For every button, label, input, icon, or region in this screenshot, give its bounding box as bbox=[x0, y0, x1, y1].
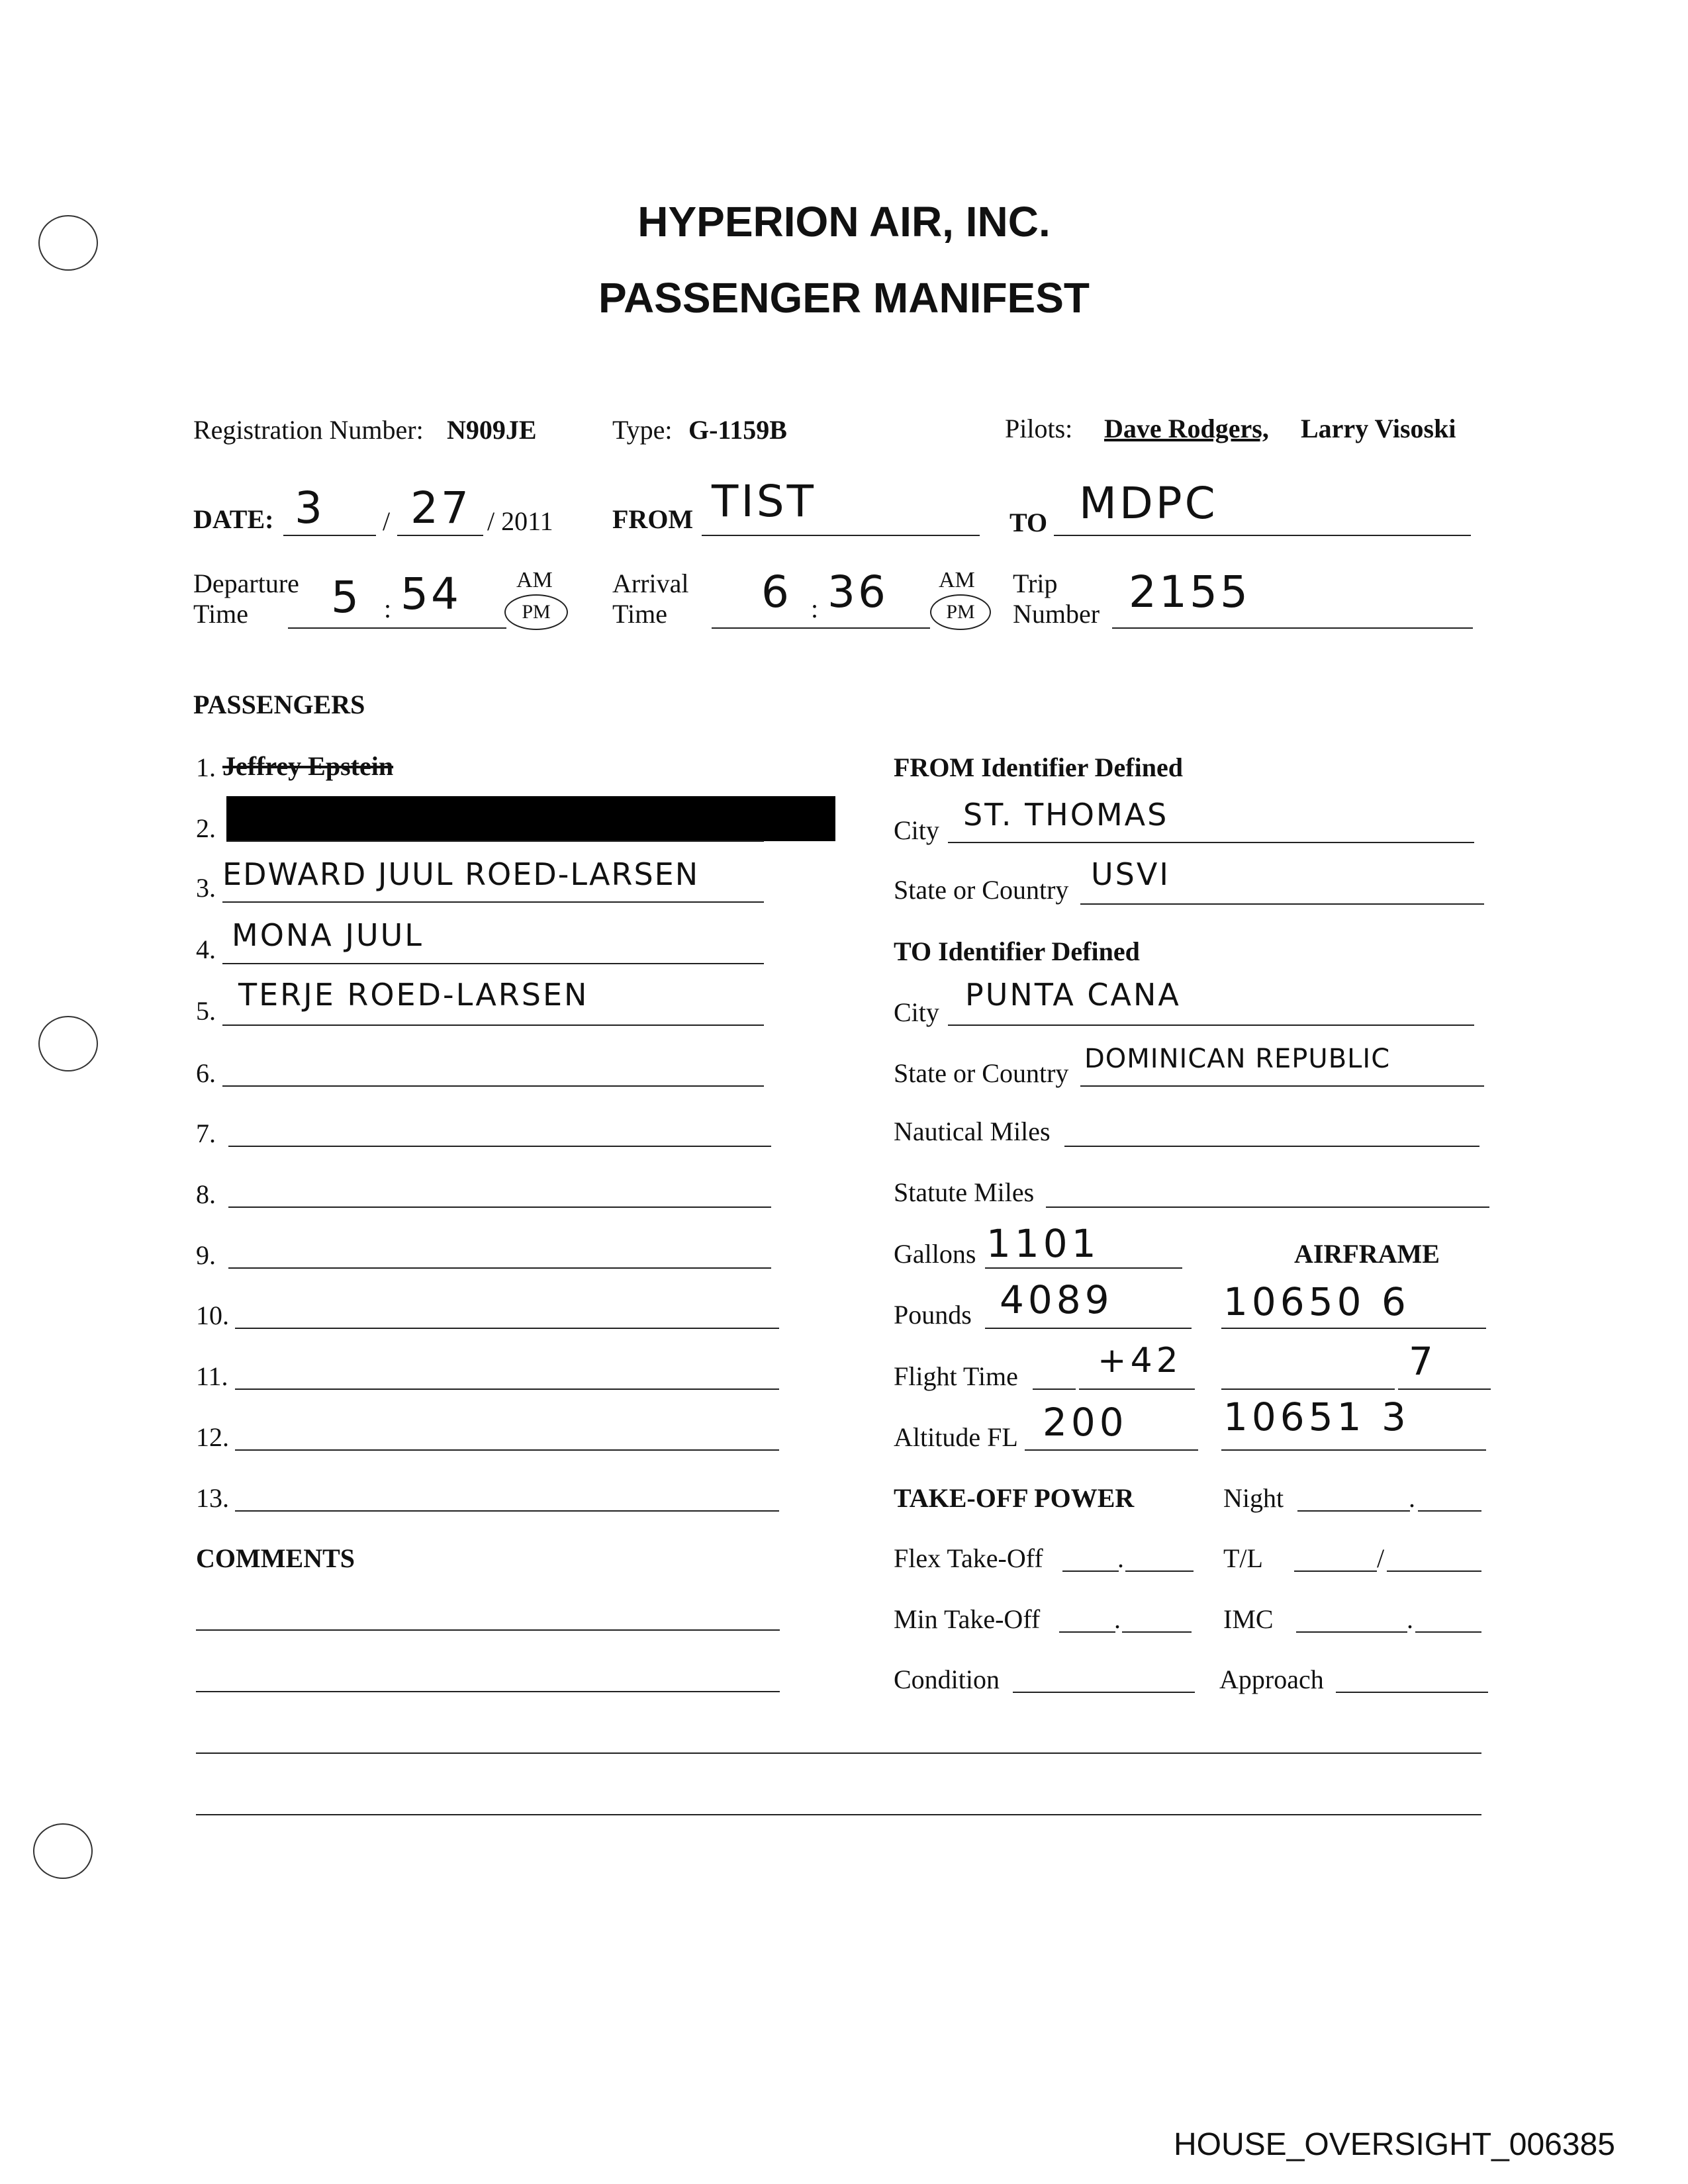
type-label: Type: bbox=[612, 415, 673, 445]
passenger-3-line bbox=[222, 901, 764, 903]
passenger-1-number: 1. bbox=[196, 752, 216, 782]
comments-line-2 bbox=[196, 1691, 780, 1692]
to-state-line bbox=[1080, 1085, 1484, 1087]
passenger-10-line bbox=[235, 1328, 779, 1329]
bates-number: HOUSE_OVERSIGHT_006385 bbox=[1174, 2127, 1615, 2162]
flight-time-line-b bbox=[1079, 1388, 1195, 1390]
from-value: TIST bbox=[712, 476, 816, 527]
departure-minutes: 54 bbox=[400, 569, 461, 619]
airframe-added-line-b bbox=[1398, 1388, 1491, 1390]
date-year: / 2011 bbox=[487, 506, 553, 536]
airframe-added-value: 7 bbox=[1409, 1339, 1437, 1384]
comments-line-4 bbox=[196, 1814, 1481, 1815]
flight-time-value: +42 bbox=[1098, 1341, 1182, 1381]
from-state-label: State or Country bbox=[894, 875, 1069, 905]
registration-value: N909JE bbox=[447, 415, 537, 445]
pounds-value: 4089 bbox=[1000, 1277, 1113, 1322]
arrival-label-2: Time bbox=[612, 599, 668, 629]
passenger-9-number: 9. bbox=[196, 1240, 216, 1270]
company-name: HYPERION AIR, INC. bbox=[637, 198, 1051, 246]
pounds-line bbox=[985, 1328, 1192, 1329]
passenger-4-number: 4. bbox=[196, 934, 216, 964]
passenger-8-number: 8. bbox=[196, 1179, 216, 1209]
nautical-miles-label: Nautical Miles bbox=[894, 1116, 1051, 1146]
date-month: 3 bbox=[295, 482, 325, 533]
imc-label: IMC bbox=[1223, 1604, 1274, 1634]
trip-number-value: 2155 bbox=[1129, 567, 1250, 617]
passenger-3-name: EDWARD JUUL ROED-LARSEN bbox=[222, 856, 700, 892]
condition-line bbox=[1013, 1692, 1195, 1693]
from-state-line bbox=[1080, 903, 1484, 905]
date-separator: / bbox=[383, 506, 391, 536]
departure-label-1: Departure bbox=[193, 569, 299, 598]
tl-line-b bbox=[1387, 1570, 1481, 1572]
min-takeoff-dot: . bbox=[1114, 1604, 1121, 1634]
passenger-9-line bbox=[228, 1267, 771, 1269]
redaction-box bbox=[226, 796, 835, 841]
flex-takeoff-label: Flex Take-Off bbox=[894, 1543, 1043, 1573]
airframe-end-line bbox=[1221, 1449, 1486, 1451]
night-dot: . bbox=[1409, 1483, 1415, 1513]
airframe-heading: AIRFRAME bbox=[1294, 1239, 1440, 1269]
airframe-added-line-a bbox=[1221, 1388, 1395, 1390]
altitude-line bbox=[1025, 1449, 1198, 1451]
passenger-7-line bbox=[228, 1146, 771, 1147]
min-takeoff-label: Min Take-Off bbox=[894, 1604, 1041, 1634]
gallons-label: Gallons bbox=[894, 1239, 976, 1269]
departure-line bbox=[288, 627, 506, 629]
passengers-heading: PASSENGERS bbox=[193, 690, 365, 719]
passenger-5-number: 5. bbox=[196, 996, 216, 1026]
document-title: PASSENGER MANIFEST bbox=[598, 274, 1090, 322]
trip-number-line bbox=[1112, 627, 1473, 629]
passenger-13-number: 13. bbox=[196, 1483, 229, 1513]
tl-line-a bbox=[1294, 1570, 1377, 1572]
departure-pm-circled: PM bbox=[504, 594, 568, 630]
comments-line-3 bbox=[196, 1752, 1481, 1754]
imc-line-a bbox=[1296, 1631, 1407, 1633]
arrival-colon: : bbox=[811, 594, 819, 623]
flex-takeoff-dot: . bbox=[1117, 1543, 1124, 1573]
passenger-10-number: 10. bbox=[196, 1300, 229, 1330]
altitude-value: 200 bbox=[1043, 1400, 1128, 1445]
date-label: DATE: bbox=[193, 504, 274, 534]
passenger-13-line bbox=[235, 1510, 779, 1512]
date-month-line bbox=[283, 535, 376, 536]
passenger-11-number: 11. bbox=[196, 1361, 228, 1391]
to-identifier-heading: TO Identifier Defined bbox=[894, 936, 1140, 966]
registration-label: Registration Number: bbox=[193, 415, 424, 445]
pilots-label: Pilots: bbox=[1005, 414, 1073, 443]
arrival-minutes: 36 bbox=[827, 567, 888, 617]
to-state-label: State or Country bbox=[894, 1058, 1069, 1088]
from-identifier-heading: FROM Identifier Defined bbox=[894, 752, 1183, 782]
tl-slash: / bbox=[1377, 1543, 1385, 1573]
passenger-4-name: MONA JUUL bbox=[232, 917, 424, 953]
comments-heading: COMMENTS bbox=[196, 1543, 355, 1573]
trip-label-2: Number bbox=[1013, 599, 1100, 629]
to-line bbox=[1054, 535, 1471, 536]
type-value: G-1159B bbox=[688, 415, 787, 445]
min-takeoff-line-a bbox=[1059, 1631, 1115, 1633]
imc-line-b bbox=[1415, 1631, 1481, 1633]
pounds-label: Pounds bbox=[894, 1300, 972, 1330]
arrival-line bbox=[712, 627, 930, 629]
to-city-value: PUNTA CANA bbox=[965, 977, 1181, 1013]
condition-label: Condition bbox=[894, 1664, 1000, 1694]
arrival-label-1: Arrival bbox=[612, 569, 689, 598]
from-label: FROM bbox=[612, 504, 694, 534]
to-city-line bbox=[948, 1024, 1474, 1026]
departure-hour: 5 bbox=[331, 572, 361, 623]
statute-miles-line bbox=[1046, 1206, 1489, 1208]
gallons-line bbox=[985, 1267, 1182, 1269]
date-day: 27 bbox=[410, 482, 471, 533]
airframe-start-value: 10650 6 bbox=[1223, 1279, 1410, 1324]
departure-am: AM bbox=[516, 568, 553, 592]
binder-hole-bottom bbox=[33, 1823, 93, 1879]
takeoff-power-heading: TAKE-OFF POWER bbox=[894, 1483, 1135, 1513]
flex-takeoff-line-a bbox=[1062, 1570, 1119, 1572]
night-line-a bbox=[1297, 1510, 1410, 1512]
approach-label: Approach bbox=[1219, 1664, 1324, 1694]
binder-hole-middle bbox=[38, 1016, 98, 1071]
imc-dot: . bbox=[1407, 1604, 1413, 1634]
from-city-value: ST. THOMAS bbox=[963, 797, 1169, 833]
flight-time-label: Flight Time bbox=[894, 1361, 1018, 1391]
tl-label: T/L bbox=[1223, 1543, 1263, 1573]
airframe-end-value: 10651 3 bbox=[1223, 1394, 1410, 1439]
flight-time-line-a bbox=[1033, 1388, 1076, 1390]
departure-colon: : bbox=[384, 594, 392, 623]
passenger-6-number: 6. bbox=[196, 1058, 216, 1088]
nautical-miles-line bbox=[1064, 1146, 1479, 1147]
pilot-1: Dave Rodgers, bbox=[1104, 414, 1269, 443]
passenger-1-name: Jeffrey Epstein bbox=[222, 751, 394, 781]
flex-takeoff-line-b bbox=[1125, 1570, 1194, 1572]
night-line-b bbox=[1418, 1510, 1481, 1512]
min-takeoff-line-b bbox=[1122, 1631, 1192, 1633]
to-state-value: DOMINICAN REPUBLIC bbox=[1084, 1044, 1391, 1074]
airframe-start-line bbox=[1221, 1328, 1486, 1329]
passenger-2-line bbox=[226, 841, 764, 842]
passenger-4-line bbox=[222, 963, 764, 964]
passenger-12-line bbox=[235, 1449, 779, 1451]
to-city-label: City bbox=[894, 997, 939, 1027]
arrival-pm-circled: PM bbox=[930, 594, 991, 630]
passenger-12-number: 12. bbox=[196, 1422, 229, 1452]
from-city-label: City bbox=[894, 815, 939, 845]
trip-label-1: Trip bbox=[1013, 569, 1058, 598]
departure-label-2: Time bbox=[193, 599, 249, 629]
passenger-5-line bbox=[222, 1024, 764, 1026]
from-city-line bbox=[948, 842, 1474, 843]
statute-miles-label: Statute Miles bbox=[894, 1177, 1035, 1207]
to-label: TO bbox=[1009, 508, 1048, 537]
night-label: Night bbox=[1223, 1483, 1284, 1513]
passenger-7-number: 7. bbox=[196, 1118, 216, 1148]
date-day-line bbox=[397, 535, 483, 536]
approach-line bbox=[1336, 1692, 1488, 1693]
gallons-value: 1101 bbox=[986, 1221, 1100, 1266]
comments-line-1 bbox=[196, 1629, 780, 1631]
passenger-11-line bbox=[235, 1388, 779, 1390]
altitude-label: Altitude FL bbox=[894, 1422, 1018, 1452]
arrival-hour: 6 bbox=[761, 567, 792, 617]
passenger-6-line bbox=[222, 1085, 764, 1087]
from-line bbox=[702, 535, 980, 536]
pilot-2: Larry Visoski bbox=[1301, 414, 1456, 443]
passenger-2-number: 2. bbox=[196, 813, 216, 843]
passenger-8-line bbox=[228, 1206, 771, 1208]
passenger-5-name: TERJE ROED-LARSEN bbox=[238, 977, 589, 1013]
arrival-am: AM bbox=[939, 568, 975, 592]
passenger-3-number: 3. bbox=[196, 873, 216, 903]
from-state-value: USVI bbox=[1091, 856, 1170, 892]
to-value: MDPC bbox=[1079, 478, 1218, 529]
